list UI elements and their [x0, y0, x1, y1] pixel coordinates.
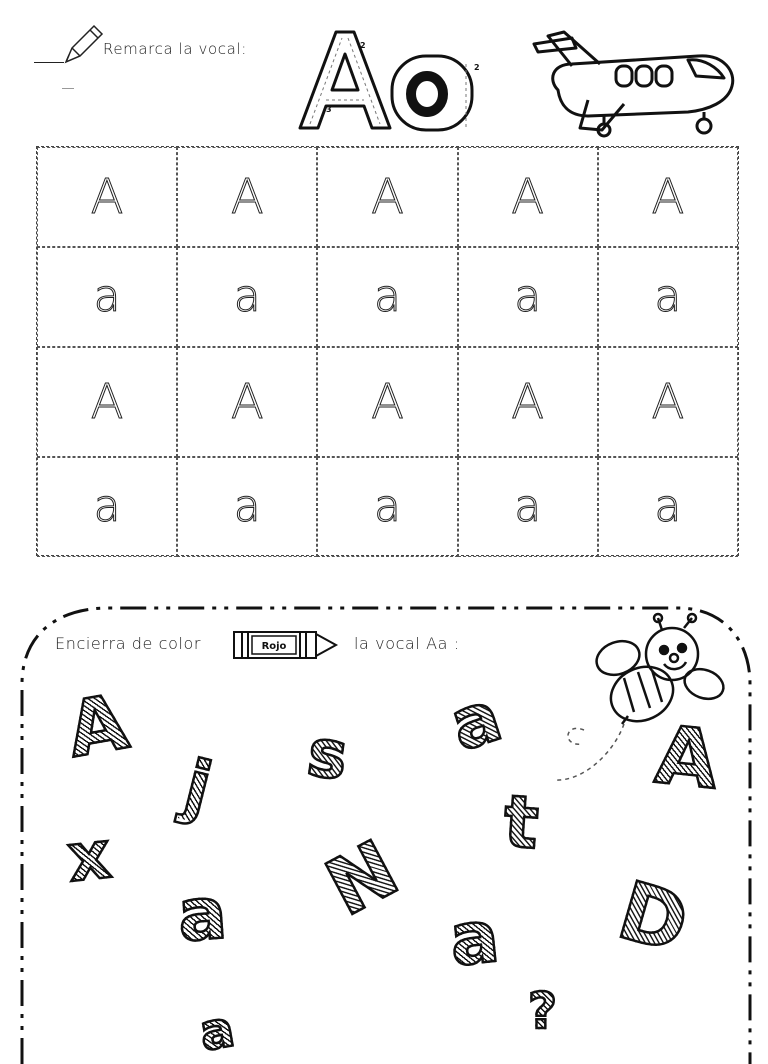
- scatter-letter-d[interactable]: D: [608, 863, 699, 972]
- small-line: [62, 88, 74, 89]
- scatter-letter-j[interactable]: j: [176, 744, 220, 830]
- trace-cell[interactable]: a: [177, 247, 317, 347]
- scatter-letter-a-lower[interactable]: a: [175, 870, 230, 958]
- trace-cell[interactable]: a: [598, 247, 738, 347]
- trace-cell[interactable]: A: [177, 347, 317, 457]
- circle-instruction-end: la vocal Aa :: [354, 634, 460, 653]
- trace-cell[interactable]: A: [458, 347, 598, 457]
- svg-text:3: 3: [326, 105, 332, 114]
- trace-cell[interactable]: a: [317, 457, 457, 557]
- trace-cell[interactable]: A: [598, 347, 738, 457]
- trace-cell[interactable]: a: [177, 457, 317, 557]
- trace-cell[interactable]: A: [317, 147, 457, 247]
- crayon-icon: [230, 628, 342, 662]
- trace-cell[interactable]: a: [317, 247, 457, 347]
- scatter-letter-a-upper[interactable]: A: [651, 708, 723, 807]
- trace-cell[interactable]: A: [37, 347, 177, 457]
- scatter-letter-a-upper[interactable]: A: [60, 676, 135, 775]
- scatter-letter-question[interactable]: ?: [528, 982, 558, 1040]
- scatter-letter-x[interactable]: x: [64, 815, 115, 898]
- scatter-letter-a-lower[interactable]: a: [445, 893, 503, 983]
- circle-instruction: Encierra de color: [55, 634, 202, 653]
- pencil-icon: [62, 22, 106, 66]
- scatter-letter-n[interactable]: N: [312, 823, 413, 935]
- trace-grid: [36, 146, 739, 556]
- svg-text:2: 2: [360, 41, 366, 50]
- scatter-letter-a-lower[interactable]: a: [440, 674, 511, 768]
- trace-cell[interactable]: a: [458, 247, 598, 347]
- name-line: [34, 62, 64, 63]
- trace-cell[interactable]: A: [317, 347, 457, 457]
- trace-cell[interactable]: A: [598, 147, 738, 247]
- scatter-letter-s[interactable]: s: [302, 713, 353, 796]
- airplane-illustration: [528, 20, 740, 142]
- trace-cell[interactable]: A: [458, 147, 598, 247]
- trace-cell[interactable]: A: [37, 147, 177, 247]
- trace-cell[interactable]: a: [598, 457, 738, 557]
- trace-cell[interactable]: A: [177, 147, 317, 247]
- scatter-letter-a-partial[interactable]: a: [195, 999, 239, 1063]
- trace-cell[interactable]: a: [458, 457, 598, 557]
- trace-cell[interactable]: a: [37, 457, 177, 557]
- trace-instruction: Remarca la vocal:: [103, 40, 247, 58]
- trace-cell[interactable]: a: [37, 247, 177, 347]
- svg-text:2: 2: [474, 63, 480, 72]
- model-letters-aa: [292, 24, 488, 140]
- crayon-label: Rojo: [261, 641, 287, 652]
- scatter-letter-t[interactable]: t: [501, 778, 542, 866]
